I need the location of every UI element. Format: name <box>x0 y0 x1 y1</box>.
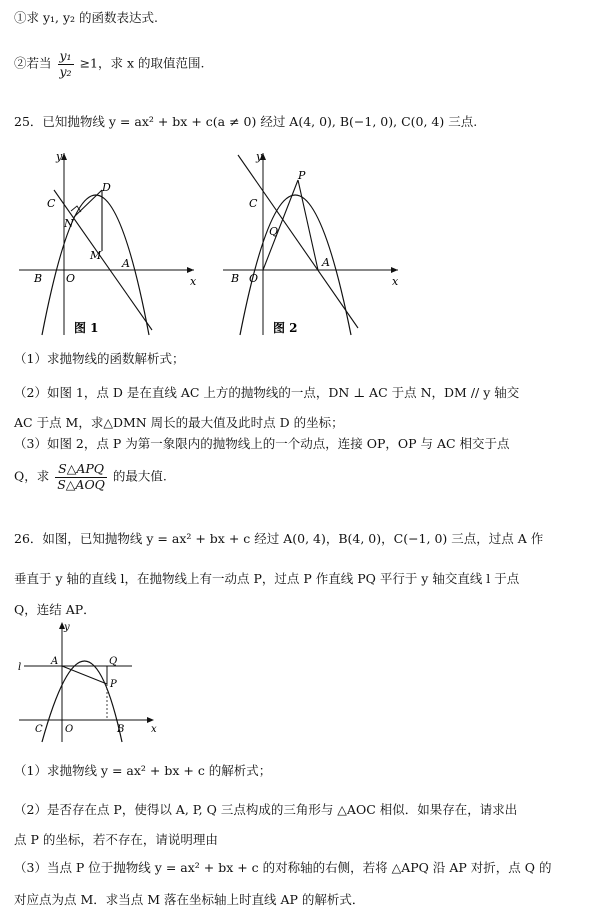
fig1-dn <box>74 190 102 217</box>
fig1-label-o: O <box>66 272 76 285</box>
q26-figure <box>14 620 164 745</box>
q26-part2-line2: 点 P 的坐标，若不存在，请说明理由 <box>14 832 218 847</box>
fig2-label-o: O <box>249 272 259 285</box>
fig3-label-p: P <box>110 679 117 690</box>
fig1-label-x: x <box>190 275 197 288</box>
q25-stem: 25．已知抛物线 y = ax² + bx + c(a ≠ 0) 经过 A(4, 0), B(−1, 0), C(0, 4) 三点. <box>14 114 478 129</box>
fig2-parabola <box>240 195 351 335</box>
fig1-label-m: M <box>90 249 102 262</box>
fig2-label-c: C <box>249 197 258 210</box>
fraction-numerator: S△APQ <box>55 463 107 478</box>
q26-part2-line1: （2）是否存在点 P，使得以 A, P, Q 三点构成的三角形与 △AOC 相似．如果存在，请求出 <box>14 802 518 817</box>
fig3-parabola <box>42 661 125 742</box>
fig3-label-x: x <box>151 724 157 735</box>
q24-part2 <box>14 50 204 78</box>
fig1-label-a: A <box>122 257 130 270</box>
fraction-denominator: S△AOQ <box>57 476 105 492</box>
fig3-label-q: Q <box>109 656 118 667</box>
fig3-label-l: l <box>18 662 22 673</box>
fig1-caption: 图 1 <box>74 321 99 335</box>
fig1-label-b: B <box>34 272 43 285</box>
q25-area-fraction <box>55 463 107 491</box>
q26-part3-line1: （3）当点 P 位于抛物线 y = ax² + bx + c 的对称轴的右侧，若将 △APQ 沿 AP 对折，点 Q 的 <box>14 860 552 875</box>
fraction-denominator: y₂ <box>59 63 72 79</box>
q26-stem-line3: Q，连结 AP． <box>14 602 96 617</box>
q24-part2-pre: ②若当 <box>14 55 52 71</box>
fig2-label-x: x <box>392 275 399 288</box>
fig3-label-c: C <box>35 724 43 735</box>
q26-stem-line1: 26．如图，已知抛物线 y = ax² + bx + c 经过 A(0, 4)，B(4, 0)，C(−1, 0) 三点，过点 A 作 <box>14 531 544 546</box>
fig1-x-arrow <box>187 267 194 273</box>
fraction-numerator: y₁ <box>59 48 72 63</box>
q25-part1: （1）求抛物线的函数解析式； <box>14 351 185 366</box>
q24-part2-post: ≥1，求 x 的取值范围. <box>79 55 205 71</box>
fig3-label-o: O <box>65 724 74 735</box>
fig1-label-c: C <box>47 197 56 210</box>
q26-stem-line2: 垂直于 y 轴的直线 l，在抛物线上有一动点 P，过点 P 作直线 PQ 平行于 y 轴交直线 l 于点 <box>14 571 520 586</box>
q25-part3-line2 <box>14 463 167 491</box>
fig3-label-b: B <box>117 724 125 735</box>
fig2-caption: 图 2 <box>273 321 298 335</box>
fig2-x-arrow <box>391 267 398 273</box>
fig1-label-n: N <box>64 217 74 230</box>
q26-part3-line2: 对应点为点 M．求当点 M 落在坐标轴上时直线 AP 的解析式． <box>14 892 365 907</box>
q24-fraction <box>58 50 74 78</box>
fig2-label-a: A <box>322 256 330 269</box>
q24-part1: ①求 y₁, y₂ 的函数表达式. <box>14 10 159 25</box>
fig2-label-b: B <box>231 272 240 285</box>
fig3-label-a: A <box>51 656 59 667</box>
q25-part2-line2: AC 于点 M，求△DMN 周长的最大值及此时点 D 的坐标； <box>14 415 344 430</box>
fig1-label-y: y <box>56 150 63 163</box>
q26-part1: （1）求抛物线 y = ax² + bx + c 的解析式； <box>14 763 272 778</box>
q25-figure-2 <box>218 145 408 340</box>
fig3-x-arrow <box>147 717 154 723</box>
q25-figure-1 <box>14 145 204 340</box>
fig1-parabola <box>42 195 149 335</box>
fig3-label-y: y <box>64 622 70 633</box>
q25-part3-post: 的最大值. <box>112 468 167 484</box>
fig2-label-q: Q <box>269 225 279 238</box>
q25-part3-line1: （3）如图 2，点 P 为第一象限内的抛物线上的一个动点，连接 OP，OP 与 AC 相交于点 <box>14 436 510 451</box>
fig2-label-p: P <box>298 169 306 182</box>
q25-part3-pre: Q，求 <box>14 468 50 484</box>
fig1-line-ac <box>54 190 152 330</box>
q25-part2-line1: （2）如图 1，点 D 是在直线 AC 上方的抛物线的一点，DN ⊥ AC 于点 N，DM // y 轴交 <box>14 385 520 400</box>
fig2-label-y: y <box>256 150 263 163</box>
fig1-label-d: D <box>102 181 111 194</box>
